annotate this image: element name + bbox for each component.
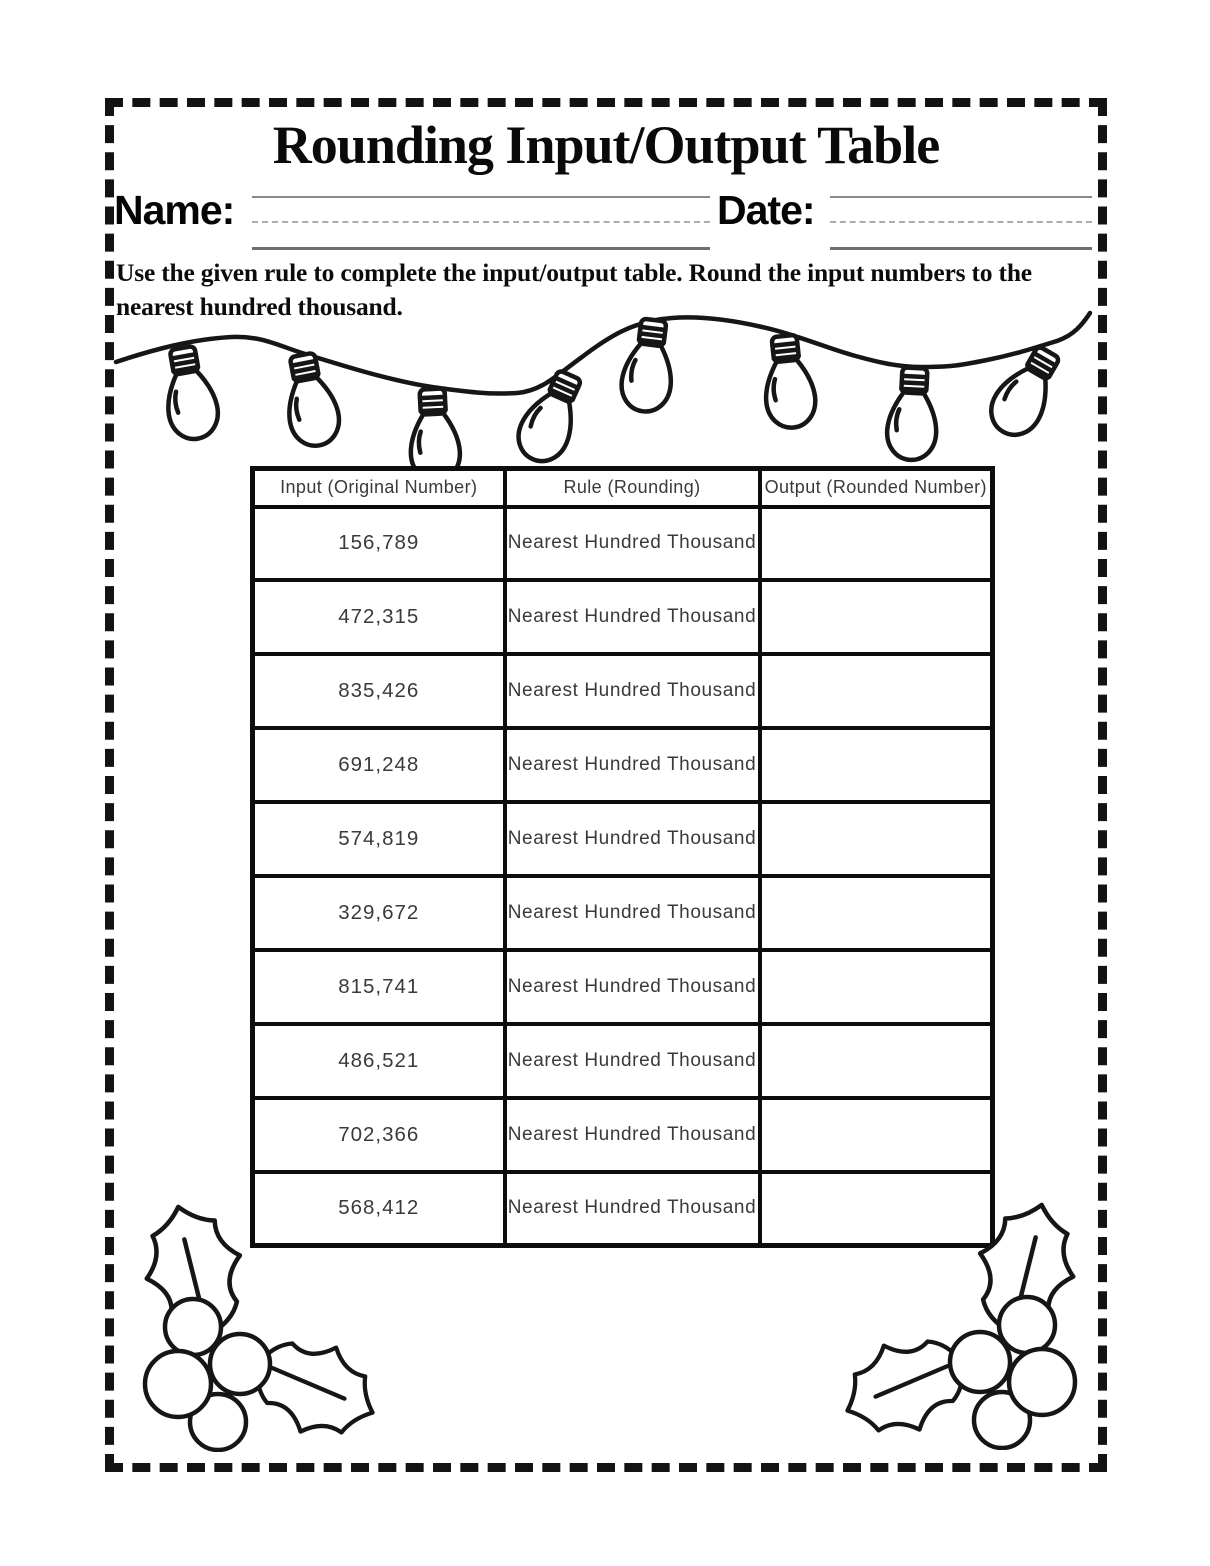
date-line-top	[830, 196, 1092, 198]
output-cell[interactable]	[760, 507, 993, 581]
output-cell[interactable]	[760, 876, 993, 950]
instructions-text: Use the given rule to complete the input/output table. Round the input numbers to the nearest hundred thousand.	[116, 258, 1032, 321]
dashed-border-frame	[105, 98, 1107, 1472]
input-cell: 568,412	[253, 1172, 505, 1246]
input-cell: 486,521	[253, 1024, 505, 1098]
output-cell[interactable]	[760, 728, 993, 802]
col-header-input: Input (Original Number)	[253, 469, 505, 507]
rule-cell: Nearest Hundred Thousand	[505, 1172, 760, 1246]
col-header-rule: Rule (Rounding)	[505, 469, 760, 507]
input-cell: 835,426	[253, 654, 505, 728]
output-cell[interactable]	[760, 654, 993, 728]
rule-cell: Nearest Hundred Thousand	[505, 580, 760, 654]
input-cell: 574,819	[253, 802, 505, 876]
output-cell[interactable]	[760, 1024, 993, 1098]
input-cell: 472,315	[253, 580, 505, 654]
rule-cell: Nearest Hundred Thousand	[505, 1024, 760, 1098]
rule-cell: Nearest Hundred Thousand	[505, 654, 760, 728]
rounding-table	[250, 466, 995, 1248]
name-line-dashed	[252, 221, 710, 223]
rule-cell: Nearest Hundred Thousand	[505, 950, 760, 1024]
output-cell[interactable]	[760, 950, 993, 1024]
rule-cell: Nearest Hundred Thousand	[505, 802, 760, 876]
name-line-bottom	[252, 247, 710, 250]
input-cell: 156,789	[253, 507, 505, 581]
table-row	[253, 654, 993, 728]
table-row	[253, 1024, 993, 1098]
holly-berries-icon	[845, 1190, 1105, 1450]
table-row	[253, 580, 993, 654]
input-cell: 815,741	[253, 950, 505, 1024]
output-cell[interactable]	[760, 1098, 993, 1172]
table-row	[253, 950, 993, 1024]
input-cell: 702,366	[253, 1098, 505, 1172]
output-cell[interactable]	[760, 802, 993, 876]
page-title: Rounding Input/Output Table	[272, 115, 940, 175]
name-line-top	[252, 196, 710, 198]
input-cell: 329,672	[253, 876, 505, 950]
input-cell: 691,248	[253, 728, 505, 802]
table-header-row	[253, 469, 993, 507]
date-field[interactable]	[830, 196, 1092, 250]
string-lights-icon	[112, 305, 1112, 490]
output-cell[interactable]	[760, 580, 993, 654]
col-header-output: Output (Rounded Number)	[760, 469, 993, 507]
table-row	[253, 1098, 993, 1172]
name-label: Name:	[114, 187, 235, 233]
name-field[interactable]	[252, 196, 710, 250]
date-label: Date:	[717, 187, 815, 233]
rule-cell: Nearest Hundred Thousand	[505, 876, 760, 950]
rule-cell: Nearest Hundred Thousand	[505, 1098, 760, 1172]
table-row	[253, 802, 993, 876]
table-row	[253, 507, 993, 581]
date-line-bottom	[830, 247, 1092, 250]
table-row	[253, 876, 993, 950]
table-row	[253, 728, 993, 802]
holly-berries-icon	[115, 1192, 375, 1452]
rule-cell: Nearest Hundred Thousand	[505, 728, 760, 802]
rule-cell: Nearest Hundred Thousand	[505, 507, 760, 581]
date-line-dashed	[830, 221, 1092, 223]
